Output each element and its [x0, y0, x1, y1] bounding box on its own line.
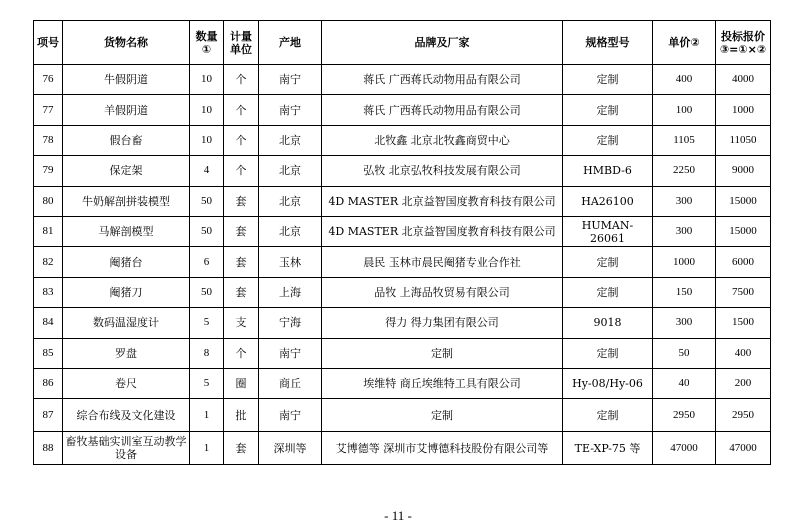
- cell-unit-price: 1105: [653, 125, 716, 155]
- cell-goods-name: 阉猪台: [63, 247, 190, 277]
- cell-item-no: 81: [34, 216, 63, 246]
- table-row: [34, 432, 771, 465]
- cell-origin: 玉林: [259, 247, 322, 277]
- cell-quantity: 5: [190, 368, 224, 398]
- cell-goods-name: 卷尺: [63, 368, 190, 398]
- cell-model: TE-XP-75 等: [563, 432, 653, 465]
- table-row: [34, 368, 771, 398]
- table-row: [34, 156, 771, 186]
- cell-origin: 上海: [259, 277, 322, 307]
- cell-bid-price: 4000: [716, 65, 771, 95]
- cell-model: 定制: [563, 399, 653, 432]
- table-row: [34, 65, 771, 95]
- cell-quantity: 8: [190, 338, 224, 368]
- cell-unit: 个: [224, 95, 259, 125]
- cell-model: 9018: [563, 308, 653, 338]
- cell-model: Hy-08/Hy-06: [563, 368, 653, 398]
- cell-quantity: 10: [190, 125, 224, 155]
- cell-quantity: 5: [190, 308, 224, 338]
- cell-quantity: 10: [190, 95, 224, 125]
- cell-unit: 套: [224, 186, 259, 216]
- header-origin: 产地: [259, 21, 322, 65]
- cell-unit-price: 2250: [653, 156, 716, 186]
- cell-model: 定制: [563, 247, 653, 277]
- cell-unit: 个: [224, 125, 259, 155]
- cell-brand-maker: 定制: [322, 399, 563, 432]
- header-model: 规格型号: [563, 21, 653, 65]
- cell-unit-price: 100: [653, 95, 716, 125]
- cell-bid-price: 6000: [716, 247, 771, 277]
- cell-bid-price: 1500: [716, 308, 771, 338]
- cell-brand-maker: 品牧 上海品牧贸易有限公司: [322, 277, 563, 307]
- cell-unit-price: 400: [653, 65, 716, 95]
- header-unit-price: 单价②: [653, 21, 716, 65]
- header-bid-price: 投标报价③=①×②: [716, 21, 771, 65]
- cell-model: 定制: [563, 95, 653, 125]
- cell-unit: 套: [224, 432, 259, 465]
- cell-unit-price: 50: [653, 338, 716, 368]
- header-quantity: 数量①: [190, 21, 224, 65]
- table-row: [34, 95, 771, 125]
- cell-bid-price: 47000: [716, 432, 771, 465]
- cell-item-no: 82: [34, 247, 63, 277]
- table-row: [34, 186, 771, 216]
- cell-goods-name: 综合布线及文化建设: [63, 399, 190, 432]
- cell-item-no: 84: [34, 308, 63, 338]
- table-row: [34, 216, 771, 246]
- cell-quantity: 4: [190, 156, 224, 186]
- cell-bid-price: 400: [716, 338, 771, 368]
- cell-brand-maker: 蒋氏 广西蒋氏动物用品有限公司: [322, 65, 563, 95]
- table-row: [34, 247, 771, 277]
- cell-goods-name: 马解剖模型: [63, 216, 190, 246]
- cell-brand-maker: 4D MASTER 北京益智国度教育科技有限公司: [322, 186, 563, 216]
- cell-bid-price: 9000: [716, 156, 771, 186]
- cell-bid-price: 11050: [716, 125, 771, 155]
- cell-goods-name: 阉猪刀: [63, 277, 190, 307]
- cell-unit-price: 47000: [653, 432, 716, 465]
- table-row: [34, 338, 771, 368]
- header-goods-name: 货物名称: [63, 21, 190, 65]
- cell-goods-name: 保定架: [63, 156, 190, 186]
- cell-unit-price: 300: [653, 216, 716, 246]
- cell-unit-price: 300: [653, 186, 716, 216]
- cell-unit: 圈: [224, 368, 259, 398]
- cell-unit-price: 40: [653, 368, 716, 398]
- header-unit: 计量单位: [224, 21, 259, 65]
- cell-quantity: 50: [190, 277, 224, 307]
- cell-origin: 南宁: [259, 338, 322, 368]
- cell-unit-price: 2950: [653, 399, 716, 432]
- cell-quantity: 1: [190, 399, 224, 432]
- cell-brand-maker: 晨民 玉林市晨民阉猪专业合作社: [322, 247, 563, 277]
- cell-item-no: 83: [34, 277, 63, 307]
- cell-origin: 宁海: [259, 308, 322, 338]
- cell-item-no: 88: [34, 432, 63, 465]
- cell-unit: 个: [224, 338, 259, 368]
- cell-bid-price: 7500: [716, 277, 771, 307]
- cell-quantity: 10: [190, 65, 224, 95]
- cell-goods-name: 牛奶解剖拼装模型: [63, 186, 190, 216]
- cell-goods-name: 罗盘: [63, 338, 190, 368]
- cell-goods-name: 牛假阴道: [63, 65, 190, 95]
- cell-brand-maker: 4D MASTER 北京益智国度教育科技有限公司: [322, 216, 563, 246]
- cell-bid-price: 15000: [716, 186, 771, 216]
- header-brand-maker: 品牌及厂家: [322, 21, 563, 65]
- cell-brand-maker: 埃维特 商丘埃维特工具有限公司: [322, 368, 563, 398]
- cell-bid-price: 2950: [716, 399, 771, 432]
- cell-unit: 套: [224, 277, 259, 307]
- cell-origin: 南宁: [259, 95, 322, 125]
- cell-origin: 北京: [259, 125, 322, 155]
- cell-quantity: 1: [190, 432, 224, 465]
- cell-goods-name: 数码温湿度计: [63, 308, 190, 338]
- cell-unit: 个: [224, 65, 259, 95]
- cell-item-no: 86: [34, 368, 63, 398]
- header-item-no: 项号: [34, 21, 63, 65]
- cell-unit: 套: [224, 247, 259, 277]
- cell-bid-price: 1000: [716, 95, 771, 125]
- page-number: - 11 -: [384, 508, 412, 523]
- table-header-row: [34, 21, 771, 65]
- cell-bid-price: 200: [716, 368, 771, 398]
- cell-model: 定制: [563, 277, 653, 307]
- cell-brand-maker: 弘牧 北京弘牧科技发展有限公司: [322, 156, 563, 186]
- cell-brand-maker: 蒋氏 广西蒋氏动物用品有限公司: [322, 95, 563, 125]
- cell-item-no: 78: [34, 125, 63, 155]
- table-row: [34, 125, 771, 155]
- cell-origin: 南宁: [259, 65, 322, 95]
- cell-model: HA26100: [563, 186, 653, 216]
- cell-item-no: 87: [34, 399, 63, 432]
- cell-goods-name: 畜牧基础实训室互动教学设备: [63, 432, 190, 465]
- cell-quantity: 50: [190, 216, 224, 246]
- cell-brand-maker: 艾博德等 深圳市艾博德科技股份有限公司等: [322, 432, 563, 465]
- cell-item-no: 76: [34, 65, 63, 95]
- cell-brand-maker: 北牧鑫 北京北牧鑫商贸中心: [322, 125, 563, 155]
- cell-unit: 支: [224, 308, 259, 338]
- cell-bid-price: 15000: [716, 216, 771, 246]
- cell-unit: 批: [224, 399, 259, 432]
- cell-goods-name: 假台畜: [63, 125, 190, 155]
- cell-item-no: 79: [34, 156, 63, 186]
- cell-model: 定制: [563, 65, 653, 95]
- table-row: [34, 308, 771, 338]
- cell-origin: 商丘: [259, 368, 322, 398]
- cell-brand-maker: 得力 得力集团有限公司: [322, 308, 563, 338]
- cell-quantity: 6: [190, 247, 224, 277]
- cell-item-no: 85: [34, 338, 63, 368]
- cell-origin: 北京: [259, 186, 322, 216]
- cell-item-no: 77: [34, 95, 63, 125]
- bid-items-table: [33, 20, 771, 465]
- cell-origin: 南宁: [259, 399, 322, 432]
- cell-origin: 北京: [259, 216, 322, 246]
- cell-unit: 个: [224, 156, 259, 186]
- cell-unit-price: 1000: [653, 247, 716, 277]
- cell-model: 定制: [563, 338, 653, 368]
- cell-goods-name: 羊假阴道: [63, 95, 190, 125]
- cell-origin: 深圳等: [259, 432, 322, 465]
- cell-unit-price: 150: [653, 277, 716, 307]
- table-row: [34, 399, 771, 432]
- table-row: [34, 277, 771, 307]
- cell-item-no: 80: [34, 186, 63, 216]
- cell-unit-price: 300: [653, 308, 716, 338]
- cell-origin: 北京: [259, 156, 322, 186]
- cell-model: HUMAN-26061: [563, 216, 653, 246]
- cell-unit: 套: [224, 216, 259, 246]
- cell-model: HMBD-6: [563, 156, 653, 186]
- cell-quantity: 50: [190, 186, 224, 216]
- cell-model: 定制: [563, 125, 653, 155]
- cell-brand-maker: 定制: [322, 338, 563, 368]
